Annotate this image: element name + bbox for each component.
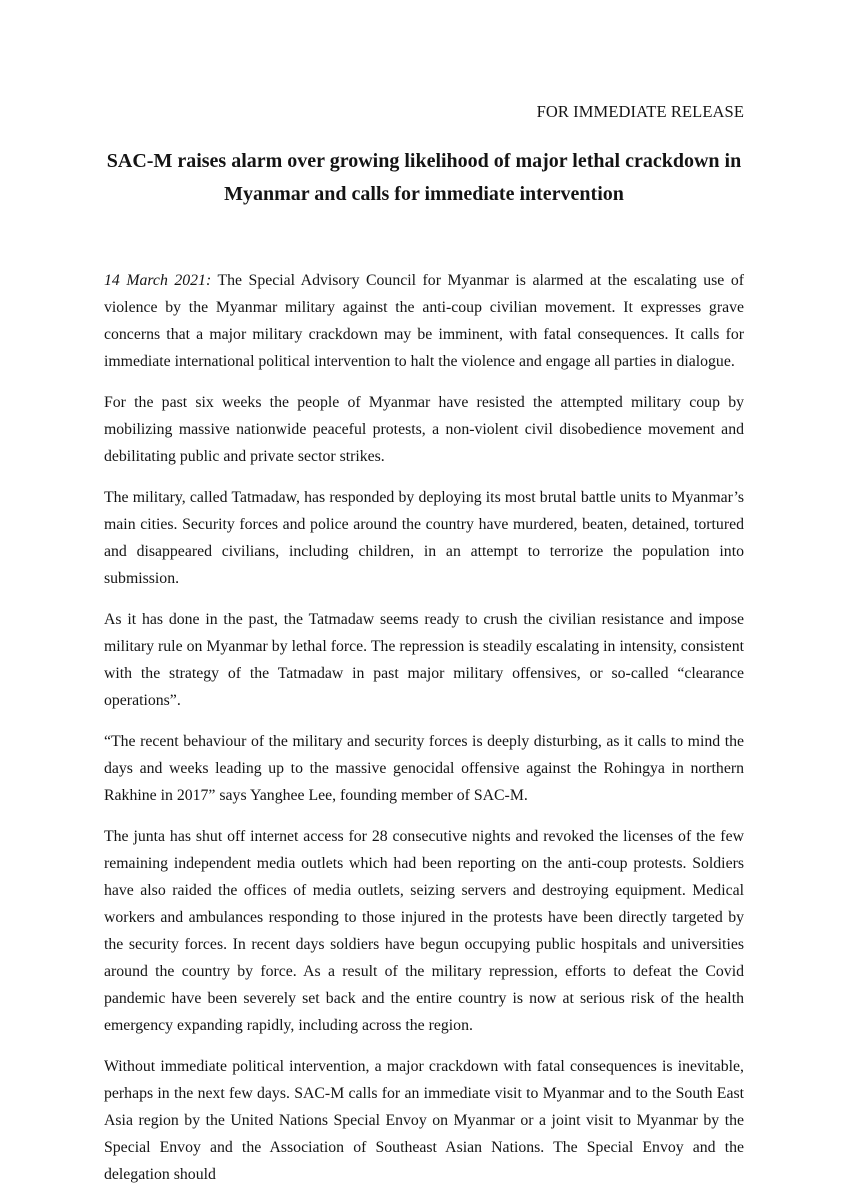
release-label: FOR IMMEDIATE RELEASE	[536, 102, 744, 121]
paragraph: As it has done in the past, the Tatmadaw seems ready to crush the civilian resistance and impose military rule on Myanmar by lethal force. The repression is steadily escalating in intensity, consistent with the strategy of the Tatmadaw in past major military offensives, or so-called “clearance operations”.	[104, 611, 744, 709]
paragraph: Without immediate political intervention, a major crackdown with fatal consequences is inevitable, perhaps in the next few days. SAC-M calls for an immediate visit to Myanmar and to the South East Asia region by the United Nations Special Envoy on Myanmar or a joint visit to Myanmar by the Special Envoy and the Association of Southeast Asian Nations. The Special Envoy and the delegation should	[104, 1058, 744, 1183]
paragraph: The junta has shut off internet access for 28 consecutive nights and revoked the licenses of the few remaining independent media outlets which had been reporting on the anti-coup protests. Soldiers have also raided the offices of media outlets, seizing servers and destroying equipment. Medical workers and ambulances responding to those injured in the protests have been directly targeted by the security forces. In recent days soldiers have begun occupying public hospitals and universities around the country by force. As a result of the military repression, efforts to defeat the Covid pandemic have been severely set back and the entire country is now at serious risk of the health emergency expanding rapidly, including across the region.	[104, 828, 744, 1034]
paragraph-intro-text: The Special Advisory Council for Myanmar is alarmed at the escalating use of violence by the Myanmar military against the anti-coup civilian movement. It expresses grave concerns that a major military crackdown may be imminent, with fatal consequences. It calls for immediate international political intervention to halt the violence and engage all parties in dialogue.	[104, 272, 744, 370]
paragraph: The military, called Tatmadaw, has responded by deploying its most brutal battle units to Myanmar’s main cities. Security forces and police around the country have murdered, beaten, detained, tortured and disappeared civilians, including children, in an attempt to terrorize the population into submission.	[104, 489, 744, 587]
dateline: 14 March 2021:	[104, 272, 212, 289]
paragraph-quote: “The recent behaviour of the military and security forces is deeply disturbing, as it calls to mind the days and weeks leading up to the massive genocidal offensive against the Rohingya in northern Rakhine in 2017” says Yanghee Lee, founding member of SAC-M.	[104, 733, 744, 804]
paragraph: For the past six weeks the people of Myanmar have resisted the attempted military coup by mobilizing massive nationwide peaceful protests, a non-violent civil disobedience movement and debilitating public and private sector strikes.	[104, 394, 744, 465]
body-text	[104, 267, 744, 1188]
headline: SAC-M raises alarm over growing likelihood of major lethal crackdown in Myanmar and calls for immediate intervention	[106, 150, 742, 205]
paragraph-intro	[104, 267, 744, 375]
